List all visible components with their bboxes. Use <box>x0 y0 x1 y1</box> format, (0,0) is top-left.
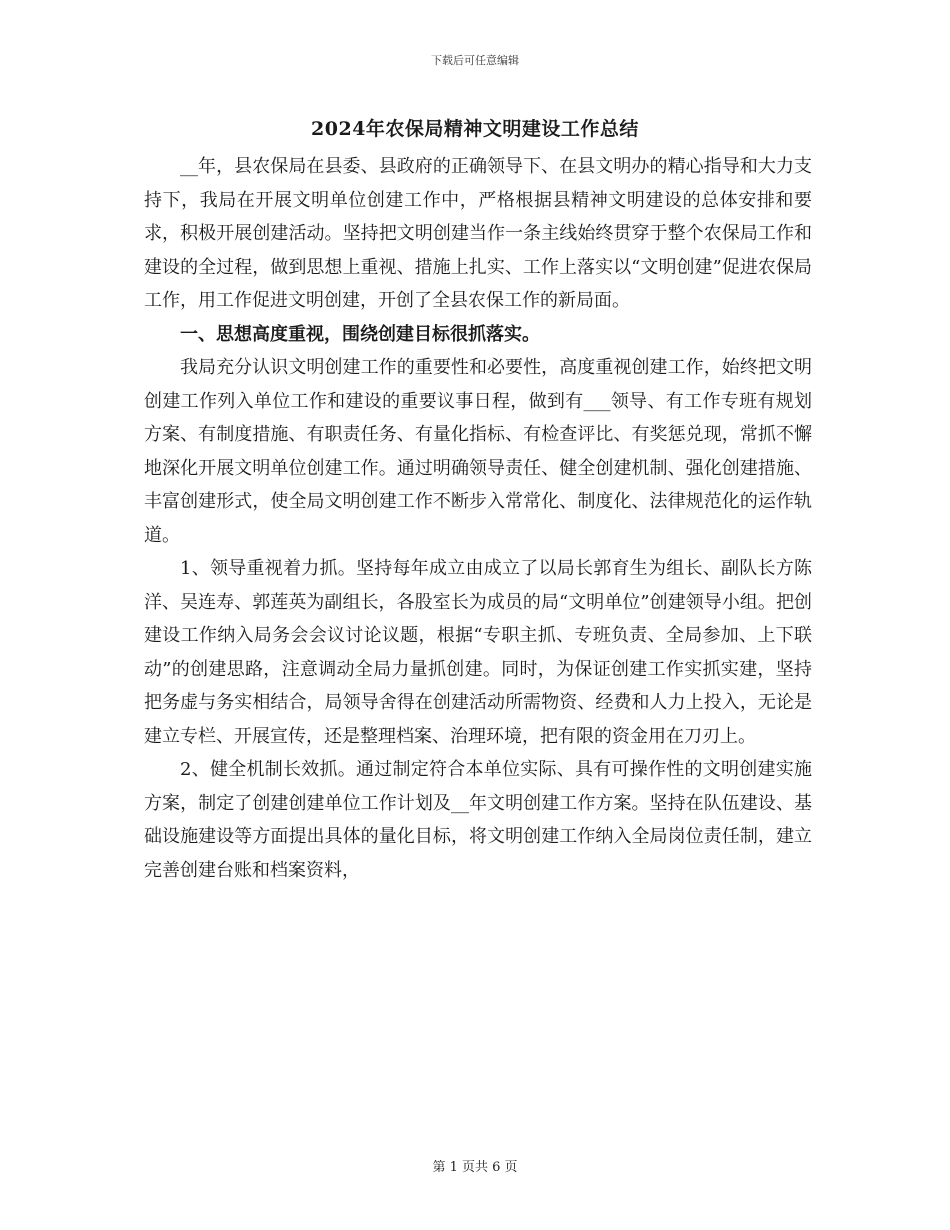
document-body <box>144 150 812 887</box>
section-heading-1: 一、思想高度重视，围绕创建目标很抓落实。 <box>180 323 540 345</box>
paragraph-section-1: 我局充分认识文明创建工作的重要性和必要性，高度重视创建工作，始终把文明创建工作列入单位工作和建设的重要议事日程，做到有___领导、有工作专班有规划方案、有制度措施、有职责任务、有量化指标、有检查评比、有奖惩兑现，常抓不懈地深化开展文明单位创建工作。通过明确领导责任、健全创建机制、强化创建措施、丰富创建形式，使全局文明创建工作不断步入常常化、制度化、法律规范化的运作轨道。 <box>144 357 812 546</box>
paragraph-item-2: 2、健全机制长效抓。通过制定符合本单位实际、具有可操作性的文明创建实施方案，制定了创建创建单位工作计划及__年文明创建工作方案。坚持在队伍建设、基础设施建设等方面提出具体的量化目标，将文明创建工作纳入全局岗位责任制，建立完善创建台账和档案资料， <box>144 759 812 881</box>
page-footer: 第 1 页共 6 页 <box>432 1160 518 1175</box>
paragraph-item-1: 1、领导重视着力抓。坚持每年成立由成立了以局长郭育生为组长、副队长方陈洋、吴连寿、郭莲英为副组长，各股室长为成员的局“文明单位”创建领导小组。把创建设工作纳入局务会会议讨论议题，根据“专职主抓、专班负责、全局参加、上下联动”的创建思路，注意调动全局力量抓创建。同时，为保证创建工作实抓实建，坚持把务虚与务实相结合，局领导舍得在创建活动所需物资、经费和人力上投入，无论是建立专栏、开展宣传，还是整理档案、治理环境，把有限的资金用在刀刃上。 <box>144 558 812 747</box>
document-title: 2024年农保局精神文明建设工作总结 <box>311 118 639 140</box>
paragraph-intro: __年，县农保局在县委、县政府的正确领导下、在县文明办的精心指导和大力支持下，我局在开展文明单位创建工作中，严格根据县精神文明建设的总体安排和要求，积极开展创建活动。坚持把文明创建当作一条主线始终贯穿于整个农保局工作和建设的全过程，做到思想上重视、措施上扎实、工作上落实以“文明创建”促进农保局工作，用工作促进文明创建，开创了全县农保工作的新局面。 <box>144 156 812 311</box>
header-note: 下载后可任意编辑 <box>431 54 519 67</box>
